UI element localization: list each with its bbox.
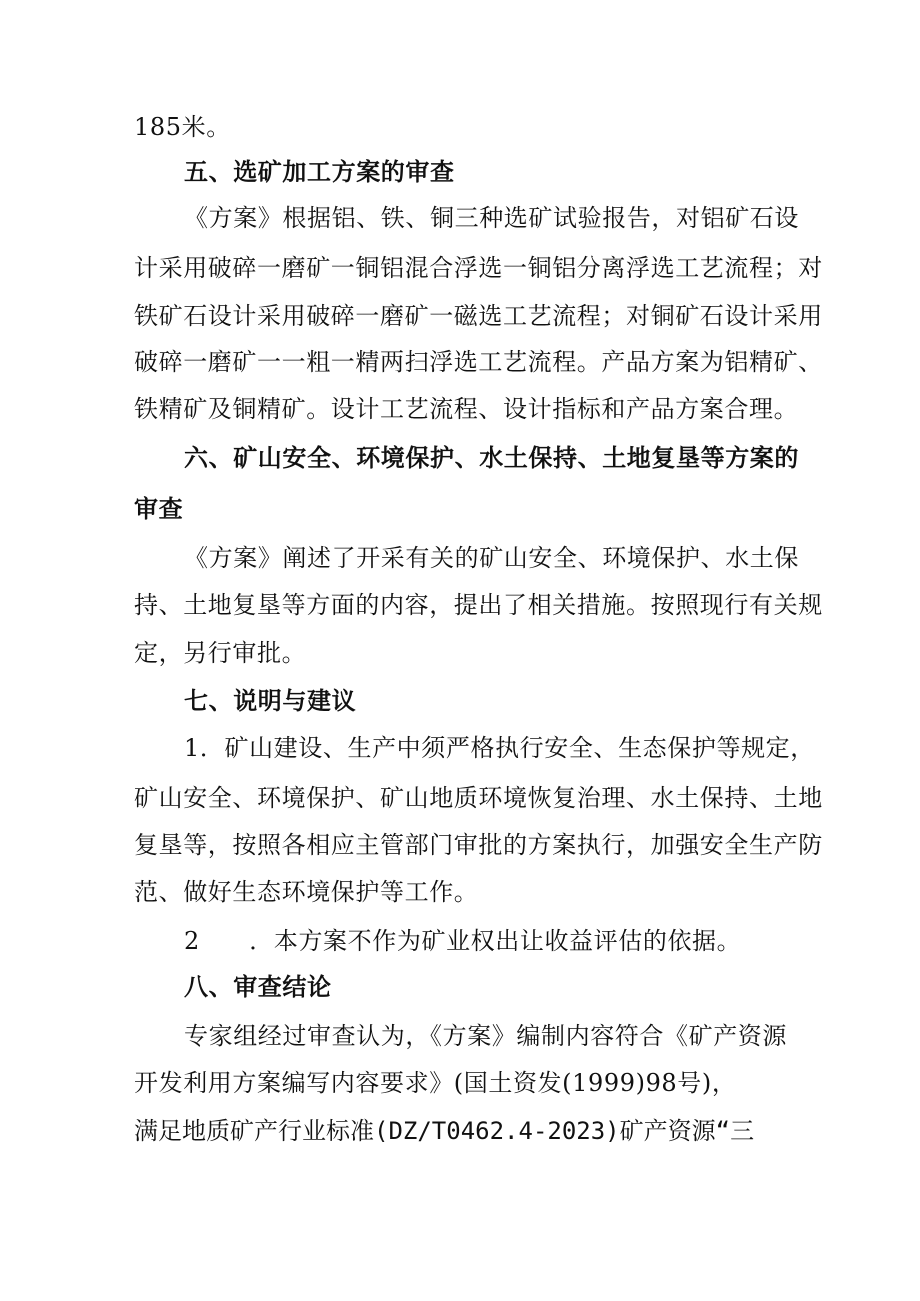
paragraph-line: 185米。 <box>134 113 231 141</box>
section-heading-5: 五、选矿加工方案的审查 <box>184 158 455 186</box>
paragraph-line: 定，另行审批。 <box>134 639 307 667</box>
paragraph-line: 满足地质矿产行业标准(DZ/T0462.4-2023)矿产资源“三 <box>134 1117 755 1145</box>
section-heading-8: 八、审查结论 <box>184 973 332 1001</box>
list-item-2: 2 ．本方案不作为矿业权出让收益评估的依据。 <box>184 927 742 955</box>
paragraph-line: 计采用破碎一磨矿一铜铝混合浮选一铜铝分离浮选工艺流程；对 <box>134 254 823 282</box>
paragraph-line: 《方案》阐述了开采有关的矿山安全、环境保护、水土保 <box>184 544 799 572</box>
paragraph-line: 《方案》根据铝、铁、铜三种选矿试验报告，对铝矿石设 <box>184 204 799 232</box>
section-heading-6: 六、矿山安全、环境保护、水土保持、土地复垦等方案的 <box>184 444 799 472</box>
section-heading-7: 七、说明与建议 <box>184 687 357 715</box>
paragraph-line: 开发利用方案编写内容要求》(国土资发(1999)98号)， <box>134 1069 737 1097</box>
paragraph-line: 复垦等，按照各相应主管部门审批的方案执行，加强安全生产防 <box>134 831 823 859</box>
paragraph-line: 铁矿石设计采用破碎一磨矿一磁选工艺流程；对铜矿石设计采用 <box>134 302 823 330</box>
section-heading-6-cont: 审查 <box>134 495 184 523</box>
paragraph-line: 专家组经过审查认为，《方案》编制内容符合《矿产资源 <box>184 1022 787 1050</box>
paragraph-line: 矿山安全、环境保护、矿山地质环境恢复治理、水土保持、土地 <box>134 784 823 812</box>
paragraph-line: 范、做好生态环境保护等工作。 <box>134 878 479 906</box>
paragraph-line: 破碎一磨矿一一粗一精两扫浮选工艺流程。产品方案为铝精矿、 <box>134 348 823 376</box>
paragraph-line: 持、土地复垦等方面的内容，提出了相关措施。按照现行有关规 <box>134 591 823 619</box>
list-item-1: 1．矿山建设、生产中须严格执行安全、生态保护等规定， <box>184 734 815 762</box>
paragraph-line: 铁精矿及铜精矿。设计工艺流程、设计指标和产品方案合理。 <box>134 395 799 423</box>
